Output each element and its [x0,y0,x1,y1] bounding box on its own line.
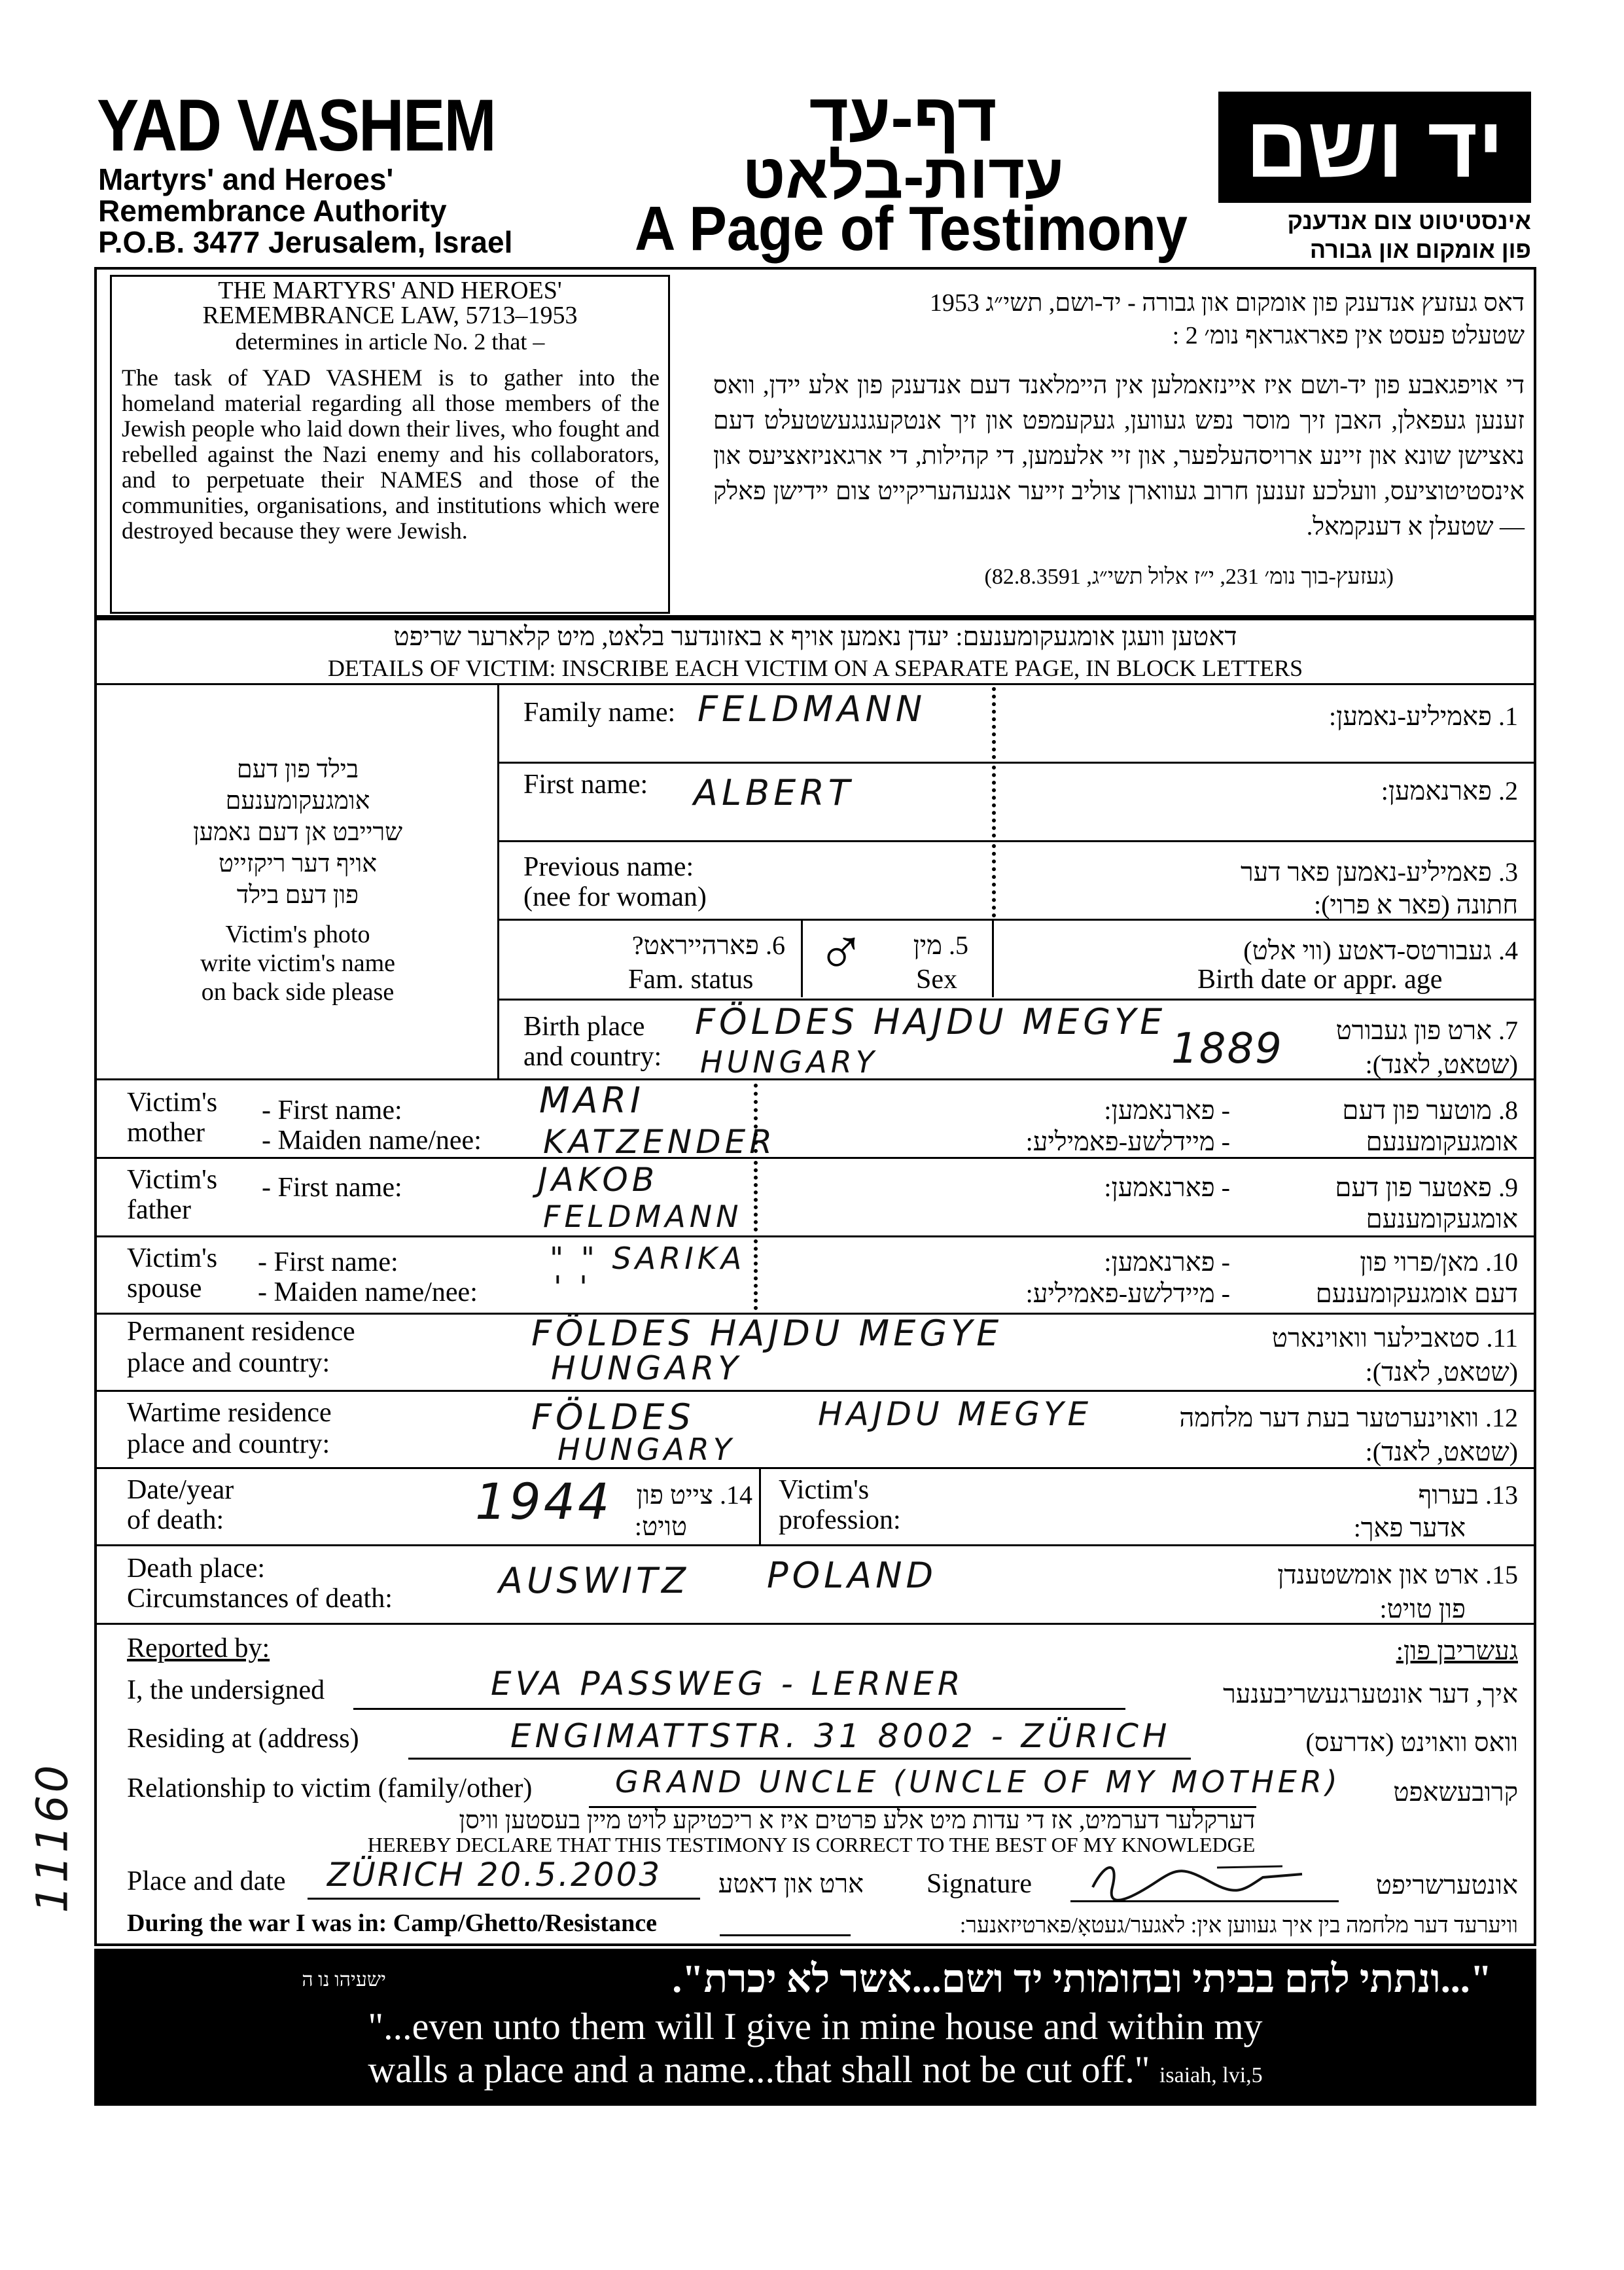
mother-label-1: Victim's [127,1088,218,1118]
relationship-label: Relationship to victim (family/other) [127,1773,533,1803]
spouse-first-name-label: - First name: [258,1247,398,1277]
death-place-hebrew-2: פון טויט: [1379,1594,1466,1623]
death-date-value[interactable]: 1944 [475,1472,612,1531]
profession-label-2: profession: [779,1505,901,1535]
permanent-residence-hebrew-2: (שטאט, לאנד): [1365,1357,1518,1387]
permanent-residence-value-2[interactable]: HUNGARY [551,1349,742,1387]
birth-place-hebrew-1: 7. ארט פון געבורט [1335,1016,1518,1045]
mother-hebrew-1: 8. מוטער פון דעם [1342,1095,1518,1125]
yad-vashem-logo: יד ושם [1218,92,1531,203]
mother-label-2: mother [127,1118,205,1148]
divider-dots-row8 [754,1084,758,1153]
footer-quote-english-2 [94,2048,1536,2097]
wartime-residence-hebrew-1: 12. וואוינערטער בעת דער מלחמה [1179,1403,1518,1432]
wartime-residence-value-3[interactable]: HUNGARY [557,1432,735,1467]
death-place-hebrew-1: 15. ארט און אומשטענדן [1277,1560,1518,1589]
residing-value[interactable]: ENGIMATTSTR. 31 8002 - ZÜRICH [510,1717,1171,1755]
line-row9 [94,1235,1536,1237]
footer-quote-english-1: "...even unto them will I give in mine house and within my [368,2005,1263,2048]
father-family-name-value[interactable]: FELDMANN [543,1199,743,1234]
line-row2 [497,840,1536,842]
declaration-english: HEREBY DECLARE THAT THIS TESTIMONY IS CORRECT TO THE BEST OF MY KNOWLEDGE [367,1833,1256,1856]
birth-date-label: Birth date or appr. age [1197,965,1443,995]
previous-name-hebrew-2: חתונה (פאר א פרוי): [1313,890,1518,919]
line-row1 [497,762,1536,764]
wartime-residence-value-2[interactable]: HAJDU MEGYE [818,1395,1093,1433]
permanent-residence-hebrew-1: 11. סטאבילער וואוינארט [1271,1323,1518,1353]
mother-maiden-name-label: - Maiden name/nee: [262,1126,482,1156]
photo-hebrew-3: שרייבט אן דעם נאמען [192,819,403,846]
reported-by-label: Reported by: [127,1633,270,1663]
undersigned-line [353,1708,1125,1710]
death-place-value-1[interactable]: AUSWITZ [499,1560,690,1601]
death-place-label-2: Circumstances of death: [127,1584,393,1614]
profession-hebrew-1: 13. בערוף [1418,1480,1518,1510]
death-place-label-1: Death place: [127,1553,266,1584]
photo-english-3: on back side please [201,978,395,1006]
war-location-label: During the war I was in: Camp/Ghetto/Resistance [127,1909,657,1937]
war-location-line [720,1934,851,1936]
undersigned-label: I, the undersigned [127,1675,325,1705]
spouse-hebrew-2: דעם אומגעקומענעם [1315,1279,1518,1308]
line-row7 [94,1078,1536,1080]
wartime-residence-label-2: place and country: [127,1429,330,1459]
law-english-title-2: REMEMBRANCE LAW, 5713–1953 [202,302,578,329]
details-heading-english: DETAILS OF VICTIM: INSCRIBE EACH VICTIM ON A SEPARATE PAGE, IN BLOCK LETTERS [327,655,1303,681]
line-row4 [497,999,1536,1001]
place-date-line [308,1898,700,1900]
footer-quote-hebrew: "...ונתתי להם בביתי ובחומותי יד ושם...אשר לא יכרת". [672,1957,1492,2000]
first-name-label: First name: [523,770,648,800]
line-sex-right [992,919,994,997]
law-english-title-3: determines in article No. 2 that – [235,328,545,355]
birth-place-label-1: Birth place [523,1012,645,1042]
relationship-value[interactable]: GRAND UNCLE (UNCLE OF MY MOTHER) [615,1764,1341,1800]
org-subtitle-1: Martyrs' and Heroes' [98,162,394,196]
org-address: P.O.B. 3477 Jerusalem, Israel [98,225,513,259]
wartime-residence-hebrew-2: (שטאט, לאנד): [1365,1437,1518,1466]
details-heading-hebrew: דאטען וועגן אומגעקומענעם: יעדן נאמען אויף א באזונדער בלאט, מיט קלארער שריפט [393,622,1237,651]
signature-hebrew: אונטערשריפט [1375,1870,1518,1900]
spouse-hebrew-1: 10. מאן/פרוי פון [1360,1247,1518,1277]
photo-hebrew-1: בילד פון דעם [236,756,359,783]
photo-english-2: write victim's name [200,949,396,977]
previous-name-label: Previous name: [523,852,694,882]
birth-place-value-1[interactable]: FÖLDES HAJDU MEGYE [695,1001,1167,1042]
place-date-hebrew: ארט און דאטע [718,1869,864,1898]
line-row15 [94,1623,1536,1625]
line-famstatus-right [801,919,803,997]
death-place-value-2[interactable]: POLAND [767,1555,938,1596]
sex-value[interactable]: ♂ [817,916,866,989]
relationship-hebrew: קרובעשאפט [1393,1777,1518,1807]
divider-dots-row2 [992,766,996,838]
law-english-title-1: THE MARTYRS' AND HEROES' [218,277,562,304]
mother-first-name-value[interactable]: MARI [539,1080,644,1121]
birth-year-value[interactable]: 1889 [1171,1025,1283,1073]
org-subtitle-2: Remembrance Authority [98,194,447,228]
line-row8 [94,1157,1536,1159]
mother-first-name-hebrew: - פארנאמען: [1104,1095,1230,1125]
family-name-label: Family name: [523,698,676,728]
line-photo-right [497,683,499,1078]
title-hebrew-1: דף-עד [809,80,997,156]
father-label-2: father [127,1195,191,1225]
permanent-residence-label-2: place and country: [127,1348,330,1378]
death-date-hebrew-2: טויט: [634,1512,687,1541]
birth-place-value-2[interactable]: HUNGARY [700,1044,878,1080]
death-date-label-2: of death: [127,1505,224,1535]
law-hebrew-reference: (געזעץ-בוך נומ׳ 231, י״ז אלול תשי״ג, 82.8.3591) [984,565,1394,589]
logo-subtitle-2: פון אומקום און גבורה [1309,236,1531,263]
mother-hebrew-2: אומגעקומענעם [1366,1127,1518,1156]
spouse-maiden-name-hebrew: - מיידלשע-פאמיליע: [1025,1279,1230,1308]
birth-date-hebrew: 4. געבורטס-דאטע (ווי אלט) [1243,936,1518,965]
fam-status-label: Fam. status [628,965,754,995]
residing-label: Residing at (address) [127,1724,359,1754]
title-english: A Page of Testimony [635,194,1188,264]
father-hebrew-2: אומגעקומענעם [1366,1204,1518,1233]
footer-quote-english-reference: isaiah, lvi,5 [1159,2063,1263,2087]
line-row13 [94,1544,1536,1546]
mother-maiden-name-hebrew: - מיידלשע-פאמיליע: [1025,1127,1230,1156]
mother-maiden-name-value[interactable]: KATZENDER [543,1123,776,1161]
previous-name-hebrew-1: 3. פאמיליע-נאמען פאר דער [1240,857,1518,887]
previous-name-note: (nee for woman) [523,882,707,912]
law-english-body: The task of YAD VASHEM is to gather into the homeland material regarding all those members of the Jewish people who laid down their lives, who fought and rebelled against the Nazi enemy and his collaborators, and to perpetuate their NAMES and those of the communities, organisations, and institutions which were destroyed because they were Jewish. [122,364,660,544]
divider-dots-row10 [754,1239,758,1310]
place-date-label: Place and date [127,1866,286,1896]
residing-hebrew: וואס וואוינט (אדרעס) [1305,1728,1518,1757]
sex-hebrew: 5. מין [913,931,968,960]
law-hebrew-body: די אויפגאבע פון יד-ושם איז איינזאמלען אין היימלאנד דעם אנדענק פון אלע יידן, וואס זענען געפאלן, האבן זיך מוסר נפש געווען, געקעמפט און זיך אנטקעגנגעשטעלט דעם נאצישן שונא און זיינע ארויסהעלפער, און זיי אלעמען, די קהילות, די ארגאניזאציעס און אינסטיטוציעס, וועלכע זענען חרוב געווארן צוליב זייער אנגעהעריקייט צום יידישן פאלק — שטעלן א דענקמאל. [713,372,1525,541]
death-date-label-1: Date/year [127,1475,234,1505]
divider-dots-row9 [754,1161,758,1232]
first-name-hebrew: 2. פארנאמען: [1381,776,1518,806]
undersigned-hebrew: איך, דער אונטערגעשריבענער [1223,1679,1518,1709]
line-row12 [94,1467,1536,1469]
signature-mark[interactable] [1086,1854,1309,1900]
father-first-name-hebrew: - פארנאמען: [1104,1173,1230,1202]
footer-quote-hebrew-reference: ישעיהו נו ה [302,1969,386,1991]
war-location-hebrew: וויערעד דער מלחמה בין איך געווען אין: לאגער/געטאָ/פארטיזאנער: [959,1913,1518,1938]
undersigned-value[interactable]: EVA PASSWEG - LERNER [491,1665,964,1703]
birth-place-label-2: and country: [523,1042,662,1072]
mother-first-name-label: - First name: [262,1095,402,1126]
family-name-hebrew: 1. פאמיליע-נאמען: [1329,701,1518,731]
signature-label: Signature [927,1869,1032,1899]
wartime-residence-value-1[interactable]: FÖLDES [531,1396,695,1438]
wartime-residence-label-1: Wartime residence [127,1398,332,1428]
first-name-value[interactable]: ALBERT [694,772,854,813]
reported-by-hebrew: געשריבן פון: [1396,1636,1518,1665]
spouse-first-name-value[interactable]: " " SARIKA [550,1241,746,1276]
photo-english-1: Victim's photo [225,921,370,948]
photo-hebrew-5: פון דעם בילד [236,881,359,909]
signature-line [1070,1900,1339,1902]
spouse-maiden-name-label: - Maiden name/nee: [258,1277,478,1307]
spouse-maiden-name-value[interactable]: ' ' [554,1269,591,1305]
family-name-value[interactable]: FELDMANN [697,688,927,730]
fam-status-hebrew: 6. פארהייראט? [631,931,785,960]
line-row11 [94,1390,1536,1392]
margin-archive-number: 11160 [27,1762,78,1913]
father-label-1: Victim's [127,1165,218,1195]
birth-place-hebrew-2: (שטאט, לאנד): [1365,1050,1518,1079]
place-date-value[interactable]: ZÜRICH 20.5.2003 [327,1856,662,1894]
profession-hebrew-2: אדער פאך: [1353,1513,1466,1542]
logo-subtitle-1: אינסטיטוט צום אנדענק [1287,207,1531,234]
photo-hebrew-4: אויף דער ריקזייט [218,850,378,878]
residing-line [408,1758,1191,1760]
father-first-name-value[interactable]: JAKOB [538,1161,659,1199]
spouse-label-1: Victim's [127,1243,218,1273]
line-details-top [94,683,1536,685]
divider-dots-row1 [992,687,996,759]
permanent-residence-value-1[interactable]: FÖLDES HAJDU MEGYE [531,1313,1003,1354]
footer-quote-english-2-text: walls a place and a name...that shall not be cut off." [368,2048,1150,2091]
father-first-name-label: - First name: [262,1173,402,1203]
death-date-hebrew-1: 14. צייט פון [636,1480,752,1510]
profession-label-1: Victim's [779,1475,870,1505]
line-death-date-right [759,1467,761,1544]
photo-hebrew-2: אומגעקומענעם [225,787,370,815]
title-hebrew-2: עדות-בלאט [742,141,1064,211]
org-name: YAD VASHEM [97,84,496,166]
line-row3 [497,919,1536,921]
law-hebrew-title-1: דאס געזעץ אנדענק פון אומקום און גבורה - יד-ושם, תשי״ג 1953 [929,289,1525,317]
divider-dots-row3 [992,844,996,917]
father-hebrew-1: 9. פאטער פון דעם [1335,1173,1518,1202]
spouse-label-2: spouse [127,1273,202,1303]
permanent-residence-label-1: Permanent residence [127,1317,355,1347]
law-hebrew-title-2: שטעלט פעסט אין פאראגראף נומ׳ 2 : [1172,322,1525,349]
declaration-hebrew: דערקלער דערמיט, אז די עדות מיט אלע פרטים איז א ריכטיקע לויט מיין בעסטען וויסן [459,1807,1256,1834]
sex-label: Sex [916,965,957,995]
spouse-first-name-hebrew: - פארנאמען: [1104,1247,1230,1277]
signature-scribble [1086,1854,1309,1900]
